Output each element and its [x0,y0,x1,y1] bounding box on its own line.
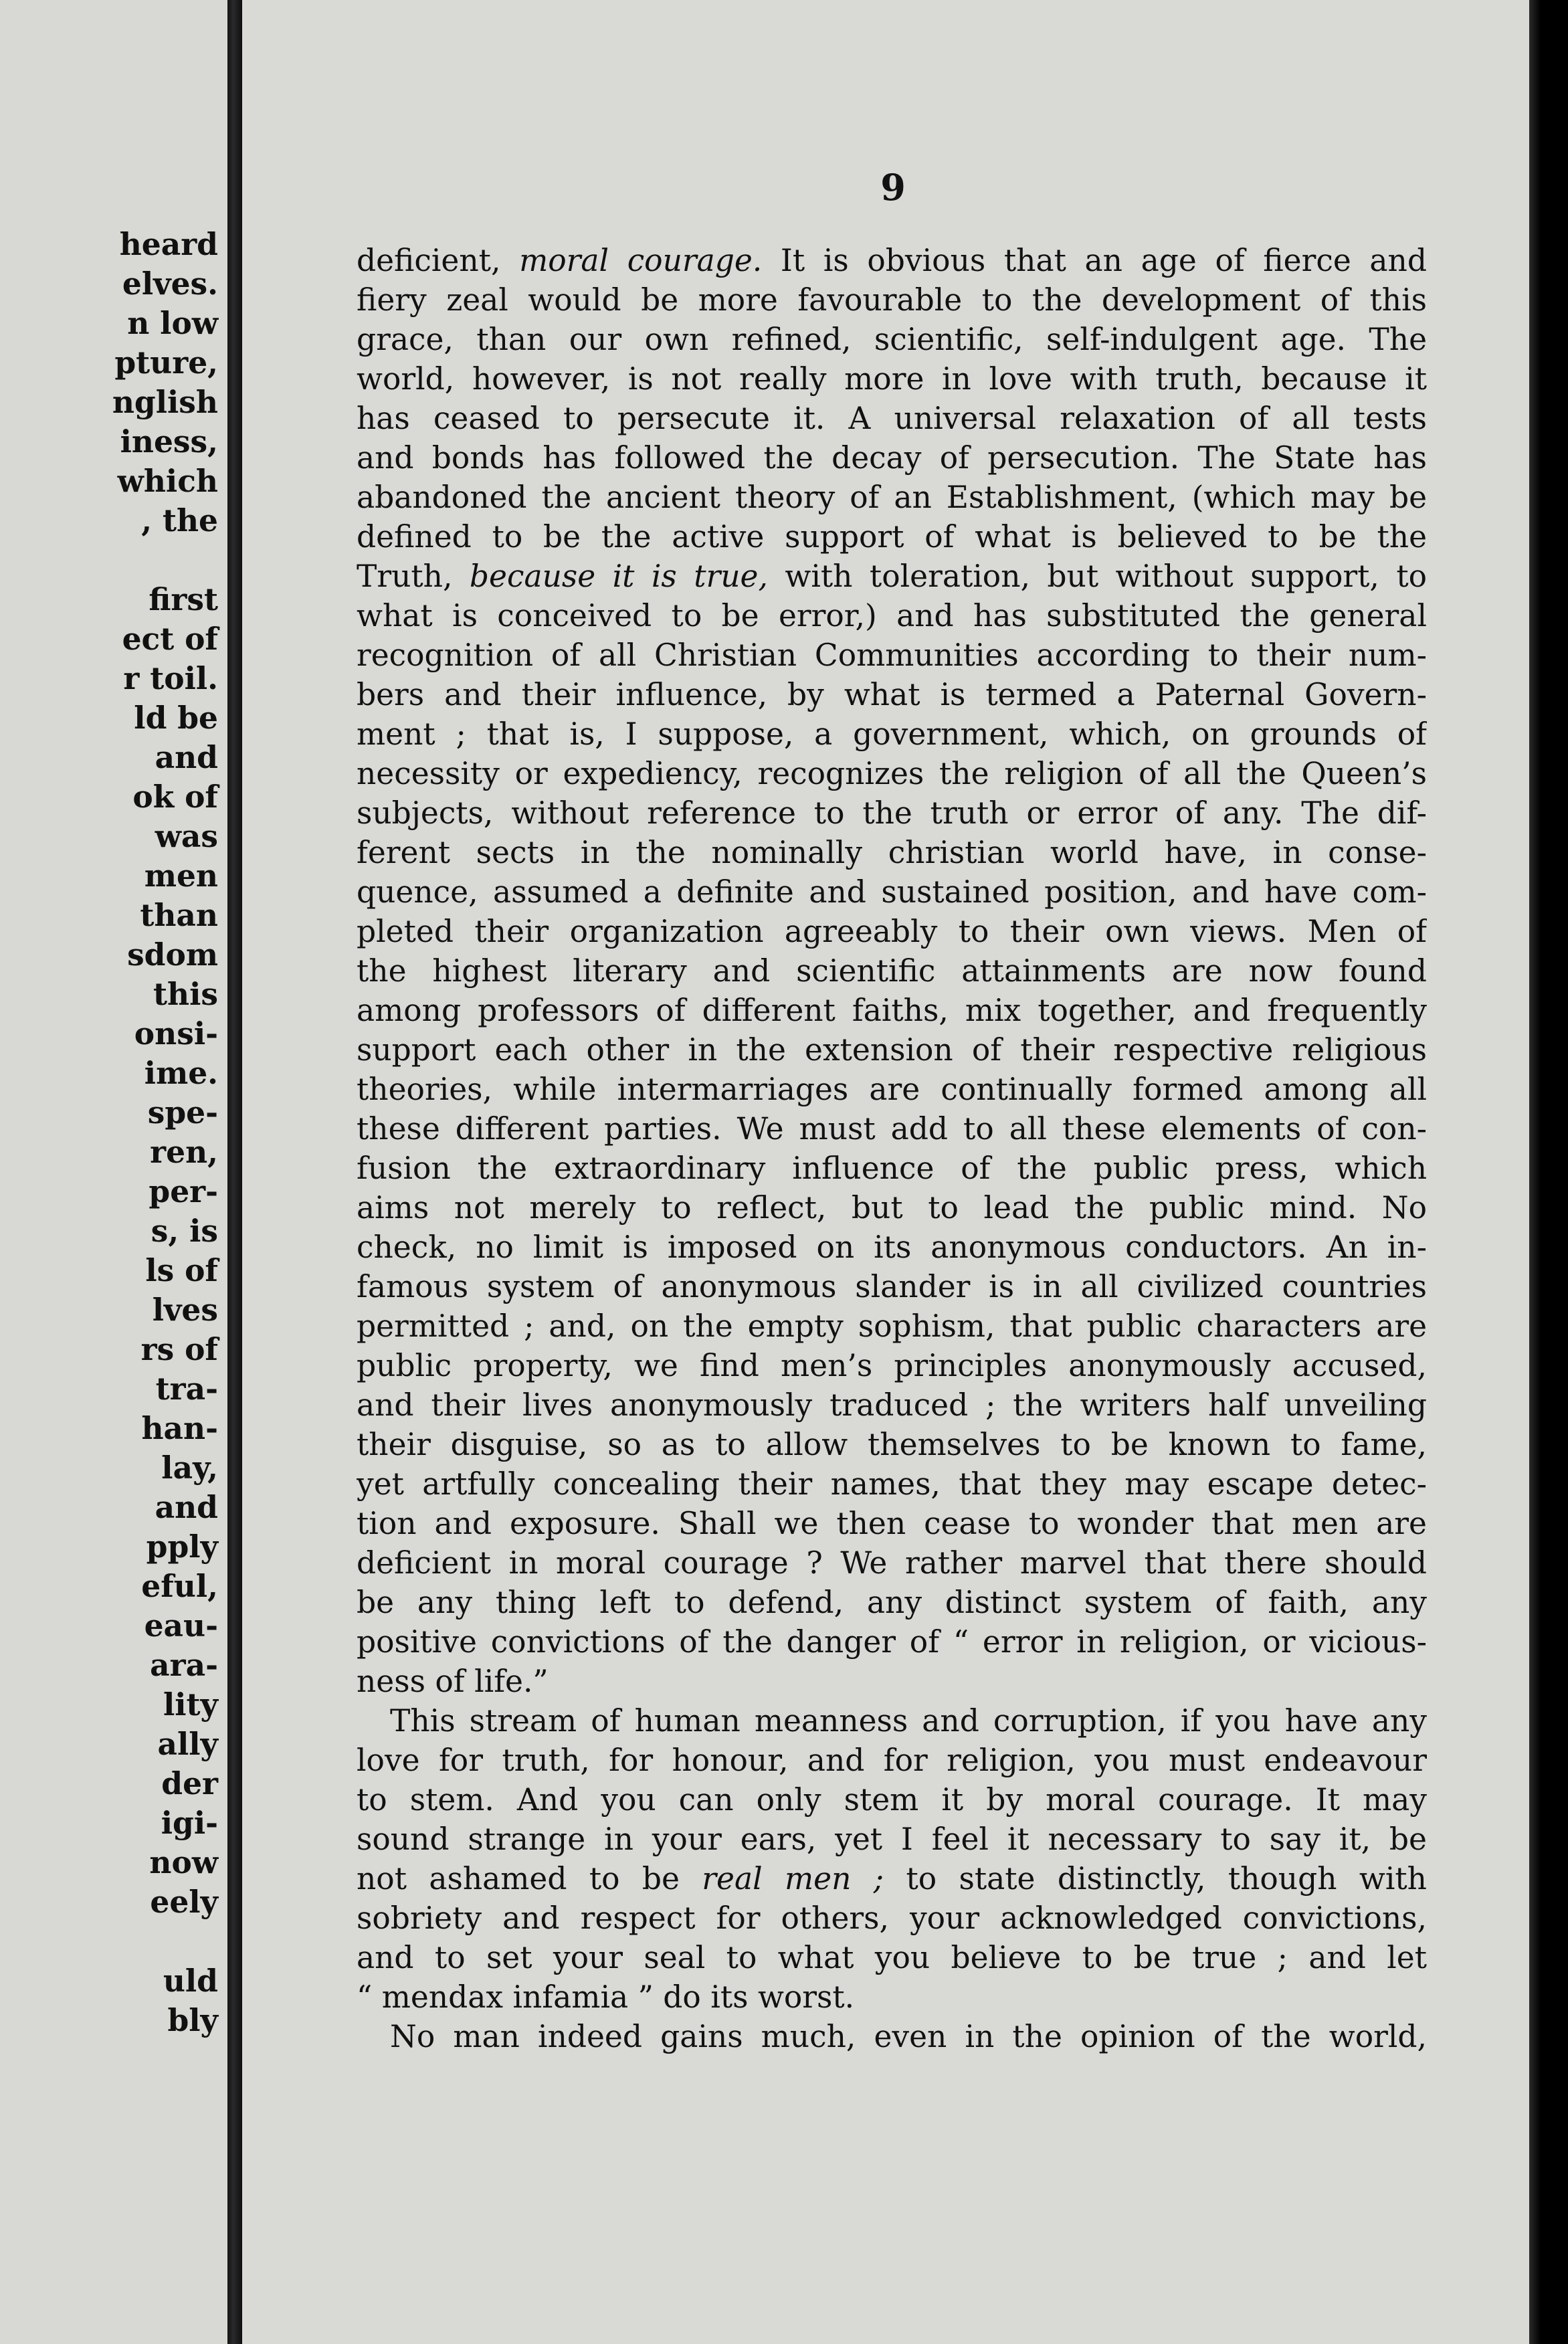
text-line [357,872,1427,912]
text-fragment: with toleration, but without support, to [767,559,1427,594]
text-line [357,1188,1427,1228]
previous-page-line: now [149,1844,218,1880]
text-line [357,596,1427,636]
text-line [357,1701,1427,1741]
text-line [357,1346,1427,1385]
text-fragment: abandoned the ancient theory of an Establishment, (which may be [357,480,1427,515]
text-line [357,1977,1427,2017]
text-fragment: world, however, is not really more in love with truth, because it [357,361,1427,397]
previous-page-line: iness, [120,423,218,460]
previous-page-line: ld be [134,700,218,736]
text-fragment: yet artfully concealing their names, that they may escape detec- [357,1466,1427,1502]
text-fragment: not ashamed to be [357,1861,702,1896]
text-fragment: bers and their influence, by what is termed a Paternal Govern- [357,677,1427,712]
previous-page-line: eau- [144,1607,218,1644]
text-line [357,1030,1427,1070]
previous-page-line: first [149,581,218,617]
text-line [357,2017,1427,2056]
text-line [357,1898,1427,1938]
text-line [357,280,1427,320]
text-line [357,1070,1427,1109]
previous-page-line: uld [163,1963,218,1999]
text-line [357,1149,1427,1188]
text-fragment: check, no limit is imposed on its anonymous conductors. An in- [357,1230,1427,1265]
text-fragment: aims not merely to reflect, but to lead the public mind. No [357,1190,1427,1226]
text-line [357,320,1427,359]
text-fragment: and bonds has followed the decay of persecution. The State has [357,440,1427,476]
text-fragment: Truth, [357,559,470,594]
text-fragment: their disguise, so as to allow themselves to be known to fame, [357,1427,1427,1462]
text-fragment: ment ; that is, I suppose, a government, which, on grounds of [357,716,1427,752]
previous-page-line: lves [152,1292,218,1328]
text-fragment: quence, assumed a definite and sustained position, and have com- [357,874,1427,910]
text-fragment: ness of life.” [357,1664,549,1699]
previous-page-line: lay, [161,1450,218,1486]
previous-page-line: r toil. [123,660,218,696]
text-line [357,399,1427,438]
previous-page-line: tra- [155,1371,218,1407]
text-line [357,1938,1427,1977]
previous-page-line: spe- [147,1094,218,1131]
previous-page-line: was [155,818,218,854]
text-fragment: famous system of anonymous slander is in all civilized countries [357,1269,1427,1304]
text-fragment: be any thing left to defend, any distinct system of faith, any [357,1585,1427,1620]
text-fragment: sound strange in your ears, yet I feel it necessary to say it, be [357,1822,1427,1857]
previous-page-line: heard [119,226,218,262]
previous-page-line: ect of [122,621,218,657]
italic-text: moral courage. [519,243,763,278]
previous-page-line: eely [150,1884,218,1920]
text-fragment: and their lives anonymously traduced ; the writers half unveiling [357,1387,1427,1423]
previous-page-line: eful, [141,1568,218,1604]
previous-page-line: which [117,463,218,499]
text-line [357,1583,1427,1622]
previous-page-line: elves. [122,266,218,302]
previous-page-line: ren, [150,1134,218,1170]
previous-page-line: bly [167,2002,218,2038]
previous-page-line: and [155,739,218,775]
text-fragment: and to set your seal to what you believe to be true ; and let [357,1940,1427,1975]
previous-page-line: this [153,976,218,1012]
text-fragment: among professors of different faiths, mix together, and frequently [357,993,1427,1028]
previous-page-line [4,541,218,580]
text-fragment: these different parties. We must add to all these elements of con- [357,1111,1427,1147]
text-fragment: public property, we find men’s principles anonymously accused, [357,1348,1427,1383]
text-fragment: grace, than our own refined, scientific, self-indulgent age. The [357,322,1427,357]
book-gutter [227,0,242,2344]
text-fragment: to state distinctly, though with [884,1861,1427,1896]
previous-page-line: rs of [140,1331,218,1367]
previous-page-line: ls of [145,1252,218,1288]
previous-page-line: igi- [161,1805,218,1841]
text-fragment: No man indeed gains much, even in the opinion of the world, [390,2019,1427,2054]
text-fragment: theories, while intermarriages are continually formed among all [357,1072,1427,1107]
text-fragment: positive convictions of the danger of “ error in religion, or vicious- [357,1624,1427,1660]
text-line [357,517,1427,557]
previous-page-line: s, is [151,1213,218,1249]
text-line [357,1622,1427,1662]
text-line [357,241,1427,280]
previous-page-line: ime. [144,1055,218,1091]
text-fragment: necessity or expediency, recognizes the religion of all the Queen’s [357,756,1427,791]
text-fragment: deficient in moral courage ? We rather marvel that there should [357,1545,1427,1581]
text-fragment: subjects, without reference to the truth or error of any. The dif- [357,795,1427,831]
text-line [357,1267,1427,1306]
text-line [357,1425,1427,1464]
text-fragment: to stem. And you can only stem it by moral courage. It may [357,1782,1427,1818]
previous-page-line: pture, [114,345,218,381]
previous-page-line: nglish [112,384,218,420]
text-line [357,754,1427,793]
text-line [357,675,1427,714]
text-line [357,1859,1427,1898]
previous-page-line: per- [149,1173,218,1209]
text-line [357,714,1427,754]
text-fragment: sobriety and respect for others, your acknowledged convictions, [357,1900,1427,1936]
text-fragment: deficient, [357,243,520,278]
previous-page-line: and [155,1489,218,1525]
text-line [357,991,1427,1030]
text-line [357,1306,1427,1346]
text-fragment: has ceased to persecute it. A universal relaxation of all tests [357,401,1427,436]
text-fragment: what is conceived to be error,) and has substituted the general [357,598,1427,633]
text-line [357,1109,1427,1149]
text-line [357,636,1427,675]
body-text [357,241,1427,2056]
text-fragment: recognition of all Christian Communities according to their num- [357,638,1427,673]
text-line [357,1228,1427,1267]
text-fragment: pleted their organization agreeably to their own views. Men of [357,914,1427,949]
text-line [357,912,1427,951]
italic-text: because it is true, [469,559,768,594]
italic-text: real men ; [702,1861,884,1896]
text-line [357,1662,1427,1701]
previous-page-line: der [161,1765,218,1801]
text-fragment: the highest literary and scientific attainments are now found [357,953,1427,989]
previous-page-line: lity [163,1686,218,1723]
previous-page-line: ally [157,1726,218,1762]
text-fragment: defined to be the active support of what is believed to be the [357,519,1427,555]
text-line [357,1780,1427,1820]
text-fragment: This stream of human meanness and corruption, if you have any [390,1703,1427,1739]
previous-page-line: n low [127,305,218,341]
previous-page-line: than [140,897,218,933]
text-line [357,793,1427,833]
text-fragment: tion and exposure. Shall we then cease to wonder that men are [357,1506,1427,1541]
text-line [357,1820,1427,1859]
text-line [357,1543,1427,1583]
previous-page-line: ok of [132,779,218,815]
text-line [357,438,1427,478]
previous-page-line: men [144,858,218,894]
text-fragment: “ mendax infamia ” do its worst. [357,1979,855,2015]
text-fragment: support each other in the extension of their respective religious [357,1032,1427,1068]
previous-page-line: pply [146,1529,218,1565]
previous-page-line: sdom [127,937,218,973]
text-line [357,1464,1427,1504]
text-fragment: It is obvious that an age of fierce and [762,243,1427,278]
text-fragment: fusion the extraordinary influence of the public press, which [357,1151,1427,1186]
previous-page-line: ara- [150,1647,218,1683]
text-line [357,1741,1427,1780]
previous-page-line [4,1922,218,1961]
text-fragment: love for truth, for honour, and for religion, you must endeavour [357,1743,1427,1778]
text-fragment: permitted ; and, on the empty sophism, that public characters are [357,1308,1427,1344]
text-line [357,1385,1427,1425]
text-line [357,557,1427,596]
previous-page-edge [0,0,227,2344]
previous-page-line: , the [141,502,218,539]
previous-page-text [4,225,218,2040]
text-line [357,1504,1427,1543]
text-line [357,833,1427,872]
text-line [357,359,1427,399]
text-line [357,478,1427,517]
text-fragment: fiery zeal would be more favourable to the development of this [357,282,1427,318]
previous-page-line: han- [141,1410,218,1446]
previous-page-line: onsi- [134,1015,218,1052]
page-number: 9 [880,166,906,209]
page-edge-shadow [1529,0,1568,2344]
text-line [357,951,1427,991]
text-fragment: ferent sects in the nominally christian world have, in conse- [357,835,1427,870]
